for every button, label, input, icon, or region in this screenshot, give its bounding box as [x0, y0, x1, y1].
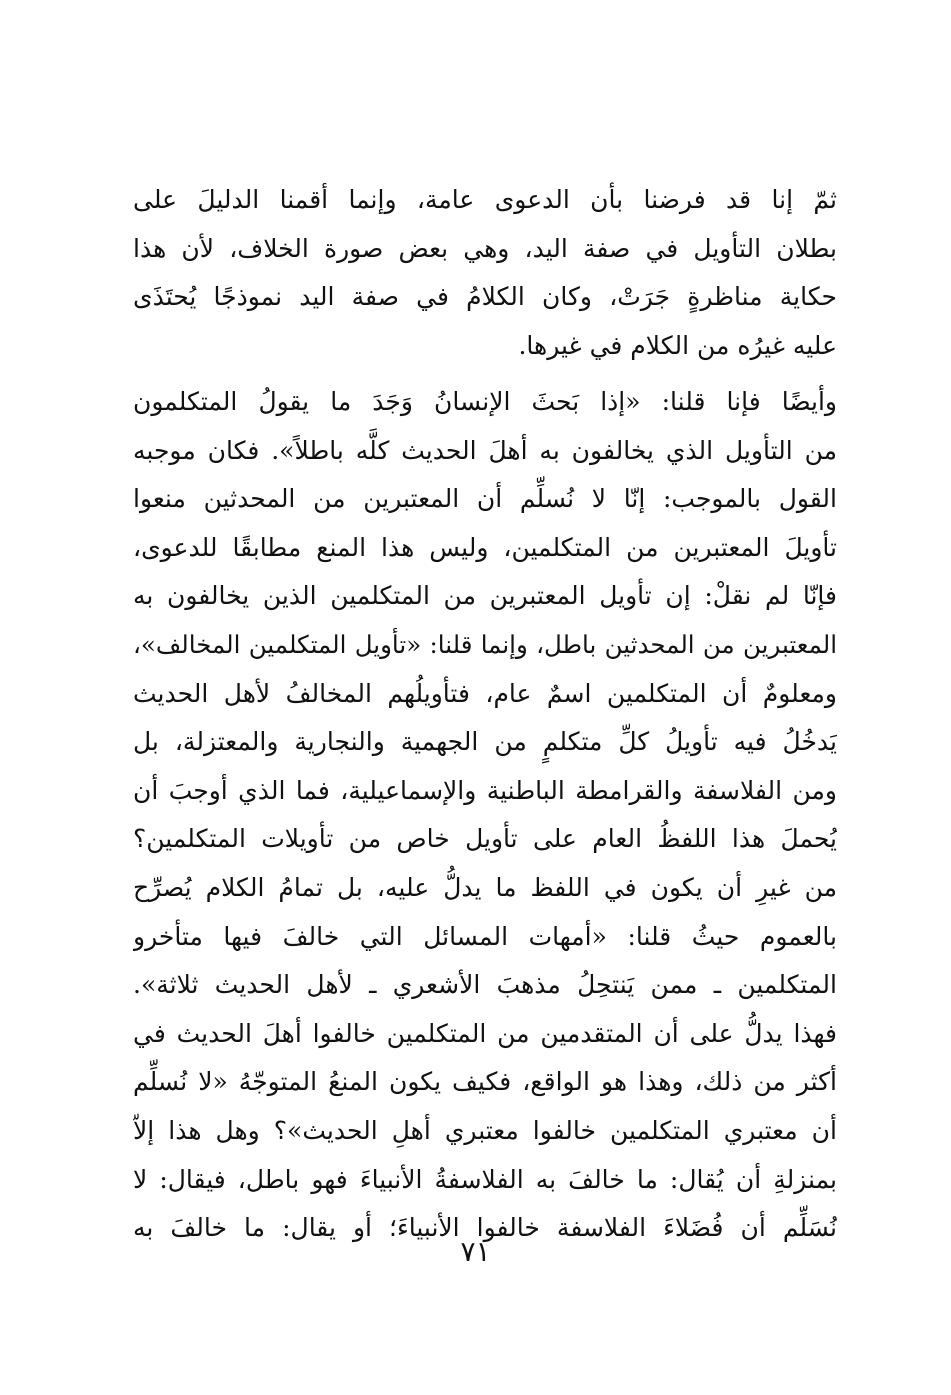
text-line: من التأويل الذي يخالفون به أهلَ الحديث كلَّه باطلاً». فكان موجبه: [133, 435, 837, 465]
text-line: تأويلَ المعتبرين من المتكلمين، وليس هذا المنع مطابقًا للدعوى،: [133, 532, 837, 562]
text-line: نُسَلِّم أن فُضَلاءَ الفلاسفة خالفوا الأنبياءَ؛ أو يقال: ما خالفَ به: [133, 1213, 837, 1243]
text-line: ومعلومٌ أن المتكلمين اسمٌ عام، فتأويلُهم المخالفُ لأهل الحديث: [133, 678, 837, 708]
text-line: حكاية مناظرةٍ جَرَتْ، وكان الكلامُ في صفة اليد نموذجًا يُحتَذَى: [133, 282, 837, 312]
text-line: أن معتبري المتكلمين خالفوا معتبري أهلِ الحديث»؟ وهل هذا إلاّ: [133, 1115, 837, 1145]
paragraph-2: [133, 378, 837, 1253]
text-line: بمنزلةِ أن يُقال: ما خالفَ به الفلاسفةُ الأنبياءَ فهو باطل، فيقال: لا: [133, 1164, 837, 1194]
text-line: ومن الفلاسفة والقرامطة الباطنية والإسماعيلية، فما الذي أوجبَ أن: [133, 775, 837, 805]
page-number: ٧١: [460, 1235, 491, 1268]
text-line: بطلان التأويل في صفة اليد، وهي بعض صورة الخلاف، لأن هذا: [133, 233, 837, 263]
text-line: عليه غيرُه من الكلام في غيرها.: [518, 330, 837, 360]
text-line: المتكلمين ـ ممن يَنتحِلُ مذهبَ الأشعري ـ لأهل الحديث ثلاثة».: [133, 970, 837, 1000]
text-line: أكثر من ذلك، وهذا هو الواقع، فكيف يكون المنعُ المتوجّهُ «لا نُسلِّم: [133, 1067, 837, 1097]
text-line: القول بالموجب: إنّا لا نُسلِّم أن المعتبرين من المحدثين منعوا: [133, 484, 837, 514]
text-line: يُحملَ هذا اللفظُ العام على تأويل خاص من تأويلات المتكلمين؟: [133, 824, 837, 854]
text-line: بالعموم حيثُ قلنا: «أمهات المسائل التي خالفَ فيها متأخرو: [133, 921, 837, 951]
text-line: فإنّا لم نقلْ: إن تأويل المعتبرين من المتكلمين الذين يخالفون به: [133, 581, 837, 611]
text-line: من غيرِ أن يكون في اللفظ ما يدلُّ عليه، بل تمامُ الكلام يُصرِّح: [133, 872, 837, 902]
text-line: يَدخُلُ فيه تأويلُ كلِّ متكلمٍ من الجهمية والنجارية والمعتزلة، بل: [133, 727, 837, 757]
paragraph-1: [133, 176, 837, 370]
text-line: ثمّ إنا قد فرضنا بأن الدعوى عامة، وإنما أقمنا الدليلَ على: [133, 185, 837, 214]
text-line: المعتبرين من المحدثين باطل، وإنما قلنا: «تأويل المتكلمين المخالف»،: [133, 629, 837, 659]
text-line: فهذا يدلُّ على أن المتقدمين من المتكلمين خالفوا أهلَ الحديث في: [133, 1018, 837, 1048]
text-line: وأيضًا فإنا قلنا: «إذا بَحثَ الإنسانُ وَجَدَ ما يقولُ المتكلمون: [133, 387, 837, 416]
